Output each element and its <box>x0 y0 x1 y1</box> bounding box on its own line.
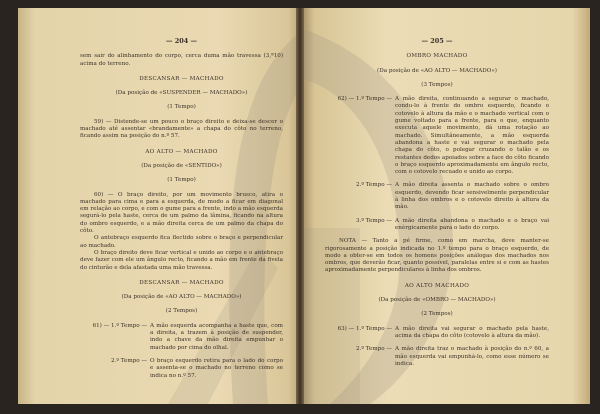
book-gutter <box>296 8 304 404</box>
paragraph: sem sair do alinhamento do corpo, cerca duma mão travessa (3,ª10) acima do terreno. <box>80 53 283 67</box>
section-subheading: (Da posição de «SENTIDO») <box>141 162 222 169</box>
left-page <box>18 8 306 404</box>
tempo-text: A mão direita abandona o machado e o braço vai enèrgicamente para o lado do corpo. <box>395 217 549 231</box>
tempo-label: 2.º Tempo — <box>111 357 147 364</box>
tempo-text: A mão direita assenta o machado sobre o ombro esquerdo, devendo ficar sensivelmente perpendicular à linha dos ombros e o cotovelo direito à altura da mão. <box>395 182 549 211</box>
section-subheading: (Da posição de «OMBRO — MACHADO») <box>378 297 496 304</box>
tempo-label: 62) — 1.º Tempo — <box>337 96 392 103</box>
paragraph: 59) — Distende-se um pouco o braço direito e deixa-se descer o machado até assentar «brandamente» a chapa do côto no terreno, ficando assim na posição do n.º 57. <box>80 118 283 140</box>
tempos: (3 Tempos) <box>421 81 453 88</box>
tempo-item <box>325 346 549 368</box>
tempo-item <box>325 96 549 176</box>
tempo-text: A mão esquerda acompanha a haste que, com a direita, a trazem à posição de suspender, indo a chave da mão direita empunhar o machado por cima do olhal. <box>150 322 283 351</box>
left-page-text <box>80 38 283 386</box>
tempos: (2 Tempos) <box>421 311 453 318</box>
page-number: — 205 — <box>421 37 453 45</box>
page-number: — 204 — <box>165 37 198 45</box>
tempo-item <box>80 358 283 380</box>
tempo-text: A mão direita, continuando a segurar o machado, condu-lo à frente do ombro esquerdo, ficando o cotovelo à altura da mão e o machado vertical com o gume voltado para a frente, para o que, enquanto executa aquele movimento, dá uma rotação ao machado. Simultâneamente, a mão esquerda abandona a haste e vai segurar o machado pela chapa do côto, o polegar cruzando o talão e os restantes dedos apoiados sobre a face do côto ficando o braço esquerdo aproximadamente em ângulo recto, com o cotovelo recuado e unido ao corpo. <box>395 96 549 176</box>
section-heading: OMBRO MACHADO <box>406 53 468 60</box>
tempo-text: A mão direita traz o machado à posição do n.º 60, a mão esquerda vai empunhá-lo, como esse número se indica. <box>395 346 549 367</box>
tempo-item <box>325 182 549 211</box>
tempo-label: 2.º Tempo — <box>356 346 392 353</box>
right-page-text <box>325 38 549 374</box>
tempo-label: 3.º Tempo — <box>356 217 392 224</box>
section-heading: AO ALTO MACHADO <box>404 282 470 289</box>
tempo-item <box>325 218 549 233</box>
tempos: (2 Tempos) <box>165 308 198 315</box>
tempos: (1 Tempo) <box>167 104 196 111</box>
tempos: (1 Tempo) <box>167 177 196 184</box>
section-heading: AO ALTO — MACHADO <box>145 148 218 155</box>
tempo-item <box>325 326 549 341</box>
section-subheading: (Da posição de «AO ALTO — MACHADO») <box>121 294 242 301</box>
tempo-label: 2.º Tempo — <box>356 182 392 189</box>
right-page <box>300 8 590 404</box>
section-heading: DESCANSAR — MACHADO <box>139 75 224 82</box>
note-paragraph: NOTA — Tanto a pé firme, como em marcha, deve manter-se rigorosamente a posição indicada no 1.º tempo para o braço esquerdo, de modo a obter-se em todos os homens posições análogas dos machados nos ombros, que deverão ficar, quanto possível, paralelas entre si e com as hastes aproximadamente perpendiculares à linha dos ombros. <box>325 238 549 274</box>
tempo-label: 61) — 1.º Tempo — <box>92 322 147 329</box>
paragraph: 60) — O braço direito, por um movimento brusco, atira o machado para cima e para a esquerda, de modo a ficar em diagonal em relação ao corpo, e com o gume para a frente, indo a mão esquerda segurá-lo pela haste, cerca de um palmo da lâmina, ficando na altura do ombro esquerdo, e a mão direita cerca de um palmo da chapa do côto. <box>80 191 283 235</box>
paragraph: O antebraço esquerdo fica flectido sobre o braço e perpendicular ao machado. <box>80 235 283 249</box>
tempo-item <box>80 323 283 352</box>
section-subheading: (Da posição de «SUSPENDER — MACHADO») <box>115 90 248 97</box>
section-heading: DESCANSAR — MACHADO <box>139 279 224 286</box>
paragraph: O braço direito deve ficar vertical e unido ao corpo e o antebraço deve fazer com ele um ângulo recto, ficando a mão em frente da fivela do cinturão e dela afastada uma mão travessa. <box>80 249 283 271</box>
tempo-text: O braço esquerdo retira para o lado do corpo e assenta-se o machado no terreno como se indica no n.º 57. <box>150 357 283 379</box>
tempo-label: 63) — 1.º Tempo — <box>337 325 392 332</box>
section-subheading: (Da posição de «AO ALTO — MACHADO») <box>377 67 497 74</box>
tempo-text: A mão direita vai segurar o machado pela haste, acima da chapa do côto (cotovelo à altura da mão). <box>395 325 549 339</box>
